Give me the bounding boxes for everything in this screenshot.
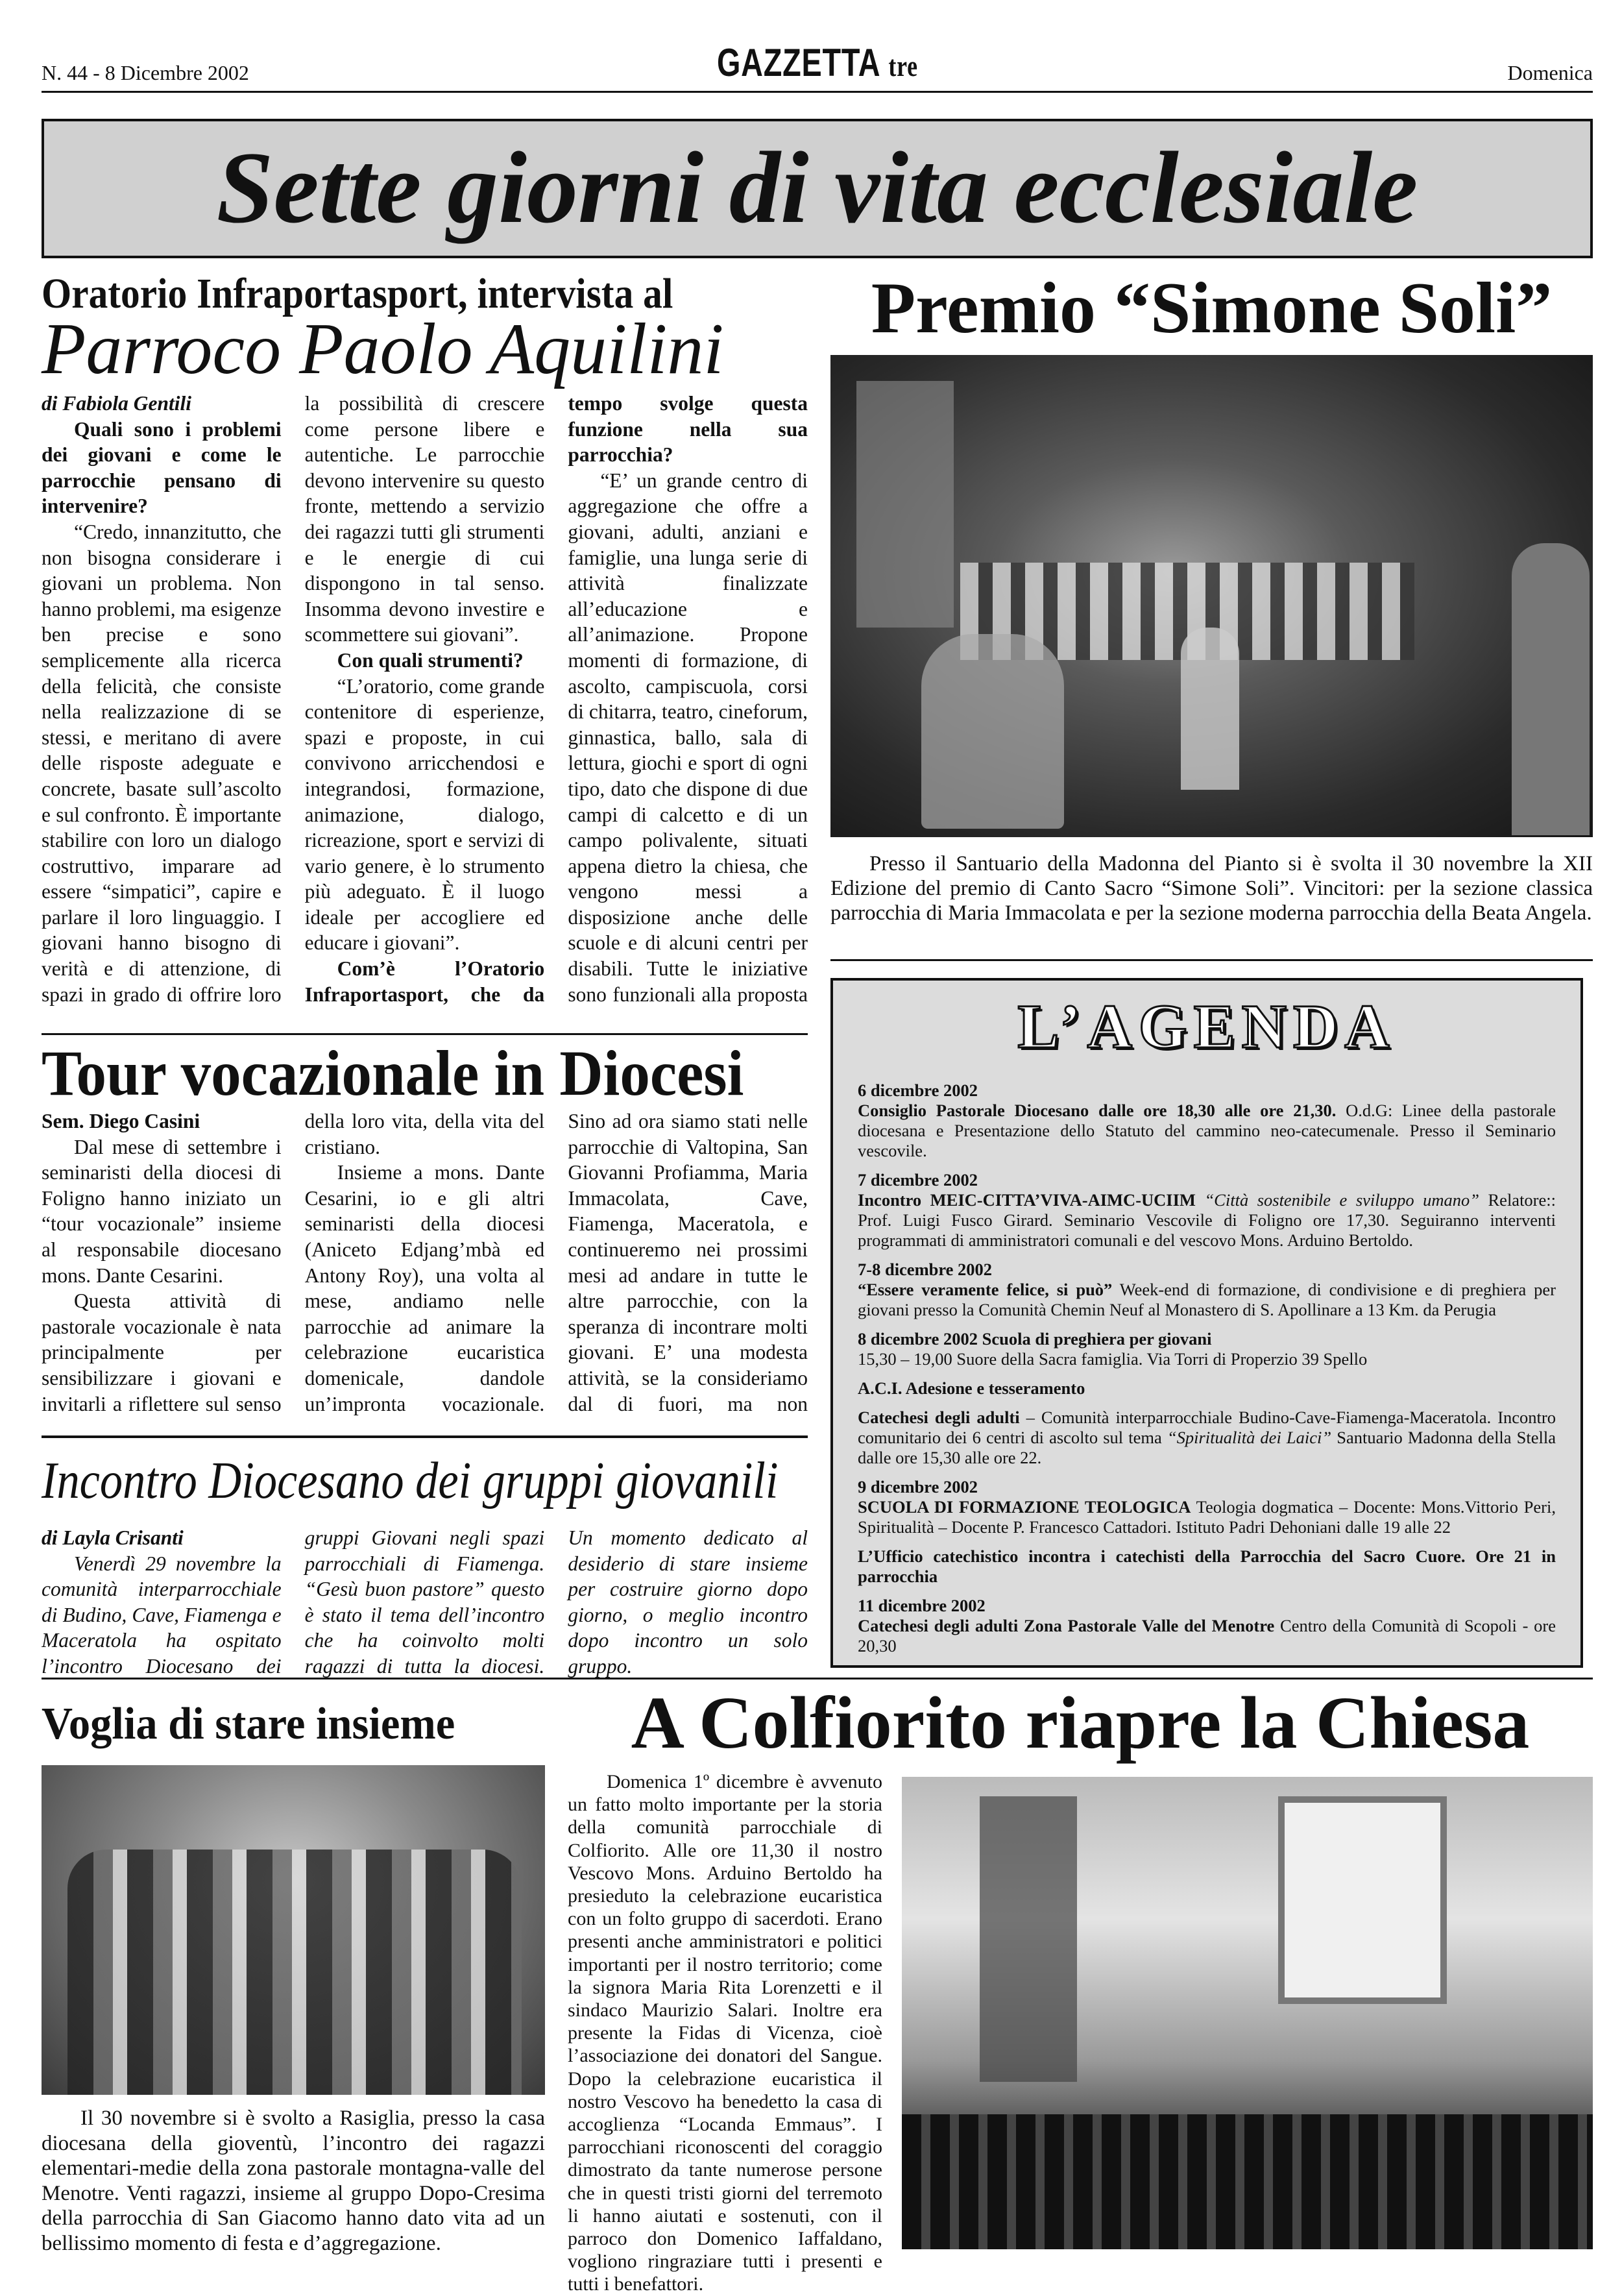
chair-silhouette bbox=[921, 634, 1064, 829]
weekday: Domenica bbox=[1507, 61, 1593, 84]
paragraph: “Credo, innanzitutto, che non bisogna considerare i giovani un problema. Non hanno problemi, ma esigenze ben precise e sono semplicemente alla ricerca della felicità, che consiste nella realizzazione di se stessi, e meritano di avere delle risposte adeguate e concrete, basate sull’ascolto e sul confronto. È importante stabilire con loro un dialogo costruttivo, imparare ad essere “simpatici”, capire e parlare il loro linguaggio. I giovani hanno bisogno di verità e di attenzione, di spazi in grado di offrire loro la possibilità di crescere come persone libere e autentiche. Le parrocchie devono intervenire su questo fronte, mettendo a servizio dei ragazzi tutti gli strumenti e le energie di cui dispongono in tal senso. Insomma devono investire e scommettere sui giovani”. bbox=[42, 392, 545, 1006]
agenda-date: 9 dicembre 2002 bbox=[858, 1477, 978, 1496]
logo-main: GAZZETTA bbox=[717, 41, 880, 84]
byline: Sem. Diego Casini bbox=[42, 1110, 200, 1132]
paragraph: “L’oratorio, come grande contenitore di esperienze, spazi e proposte, in cui convivono arricchendosi e integrandosi, formazione, animazione, dialogo, ricreazione, sport e servizi di vario genere, è lo strumento più adeguato. È il luogo ideale per accogliere ed educare i giovani”. bbox=[304, 674, 545, 955]
paragraph: Dal mese di settembre i seminaristi della diocesi di Foligno hanno iniziato un “tour vocazionale” insieme al responsabile diocesano mons. Dante Cesarini. bbox=[42, 1135, 282, 1287]
agenda-date: 8 dicembre 2002 Scuola di preghiera per giovani bbox=[858, 1329, 1212, 1349]
agenda-date: 7-8 dicembre 2002 bbox=[858, 1260, 993, 1279]
rule bbox=[42, 1435, 808, 1438]
agenda-quote: “Spiritualità dei Laici” bbox=[1167, 1428, 1332, 1447]
agenda-entry bbox=[858, 1170, 1556, 1251]
agenda-text: Centro della Comunità di Scopoli - ore 20,30 bbox=[858, 1616, 1556, 1655]
logo-sub: tre bbox=[888, 49, 918, 82]
agenda-entry bbox=[858, 1596, 1556, 1656]
rule bbox=[830, 959, 1593, 961]
premio-headline: Premio “Simone Soli” bbox=[871, 268, 1553, 348]
interview-question: Quali sono i problemi dei giovani e come le parrocchie pensano di intervenire? bbox=[42, 417, 282, 518]
agenda-title: L’AGENDA bbox=[1017, 992, 1396, 1061]
agenda-entry bbox=[858, 1477, 1556, 1537]
incontro-article-body bbox=[42, 1525, 808, 1681]
header-rule bbox=[42, 91, 1593, 93]
choir-photo bbox=[830, 355, 1593, 837]
agenda-list bbox=[858, 1081, 1556, 1656]
interview-question: Com’è l’Oratorio Infraportasport, che da tempo svolge questa funzione nella sua parrocchia? bbox=[304, 392, 808, 1006]
paragraph: “E’ un grande centro di aggregazione che offre a giovani, adulti, anziani e famiglie, una lunga serie di attività finalizzate all’educazione e all’animazione. Propone momenti di formazione, di ascolto, campiscuola, corsi di chitarra, teatro, cineforum, ginnastica, ballo, sala di lettura, giochi e sport di ogni tipo, dato che dispone di due campi di calcetto e di un campo polivalente, situati appena dietro la chiesa, che vengono messi a disposizione anche delle scuole e di alcuni centri per disabili. Tutte le iniziative sono funzionali alla proposta bbox=[568, 469, 808, 1006]
agenda-text: Week-end di formazione, di condivisione e di preghiera per giovani presso la Comunità Chemin Neuf al Monastero di S. Apollinare a 13 Km. da Perugia bbox=[858, 1280, 1556, 1319]
youth-group-photo bbox=[42, 1765, 545, 2095]
altar-decoration bbox=[980, 1796, 1077, 2082]
masthead-logo bbox=[717, 40, 918, 85]
church-column bbox=[856, 381, 954, 628]
agenda-entry bbox=[858, 1408, 1556, 1468]
voglia-caption: Il 30 novembre si è svolto a Rasiglia, presso la casa diocesana della gioventù, l’incontro dei ragazzi elementari-medie della zona pastorale montagna-valle del Menotre. Venti ragazzi, insieme al gruppo Dopo-Cresima della parrocchia di San Giacomo hanno dato vita ad un bellissimo momento di festa e d’aggregazione. bbox=[42, 2107, 545, 2255]
agenda-lead: A.C.I. Adesione e tesseramento bbox=[858, 1378, 1085, 1398]
agenda-lead: SCUOLA DI FORMAZIONE TEOLOGICA bbox=[858, 1497, 1191, 1517]
agenda-lead: Incontro MEIC-CITTA’VIVA-AIMC-UCIIM bbox=[858, 1190, 1205, 1210]
agenda-entry bbox=[858, 1081, 1556, 1161]
group-of-people bbox=[67, 1850, 522, 2095]
tour-headline: Tour vocazionale in Diocesi bbox=[42, 1037, 744, 1109]
agenda-text: O.d.G: Linee della pastorale diocesana e Presentazione dello Statuto del cammino neo-catecumenale. Presso il Seminario vescovile. bbox=[858, 1101, 1556, 1160]
audience-silhouette bbox=[1512, 543, 1590, 835]
oratorio-article-body bbox=[42, 391, 808, 1030]
conductor-silhouette bbox=[1181, 628, 1239, 790]
agenda-lead: Catechesi degli adulti Zona Pastorale Valle del Menotre bbox=[858, 1616, 1275, 1635]
congregation bbox=[902, 2114, 1593, 2249]
colfiorito-headline: A Colfiorito riapre la Chiesa bbox=[631, 1681, 1530, 1764]
paragraph: Questa attività di pastorale vocazionale è nata principalmente per sensibilizzare i giovani e invitarli a riflettere sul senso della loro vita, della vita del cristiano. bbox=[42, 1110, 545, 1415]
premio-caption: Presso il Santuario della Madonna del Pianto si è svolta il 30 novembre la XII Edizione del premio di Canto Sacro “Simone Soli”. Vincitori: per la sezione classica parrocchia di Maria Immacolata e per la sezione moderna parrocchia della Beata Angela. bbox=[830, 852, 1593, 925]
agenda-text: Relatore:: Prof. Luigi Fusco Girard. Seminario Vescovile di Foligno ore 17,30. Seguiranno interventi programmati di amministratori comunali e del vescovo Mons. Arduino Bertoldo. bbox=[858, 1190, 1556, 1250]
rule bbox=[42, 1033, 808, 1035]
agenda-box bbox=[830, 978, 1583, 1668]
agenda-text: 15,30 – 19,00 Suore della Sacra famiglia. Via Torri di Properzio 39 Spello bbox=[858, 1349, 1368, 1369]
agenda-quote: “Città sostenibile e sviluppo umano” bbox=[1204, 1190, 1479, 1210]
issue-number: N. 44 - 8 Dicembre 2002 bbox=[42, 61, 249, 84]
oratorio-headline: Parroco Paolo Aquilini bbox=[42, 309, 724, 389]
section-banner: Sette giorni di vita ecclesiale bbox=[42, 119, 1593, 258]
tour-article-body bbox=[42, 1108, 808, 1426]
agenda-entry bbox=[858, 1378, 1556, 1398]
agenda-date: 7 dicembre 2002 bbox=[858, 1170, 978, 1190]
church-interior-photo bbox=[902, 1777, 1593, 2249]
agenda-text: Teologia dogmatica – Docente: Mons.Vittorio Peri, Spiritualità – Docente P. Francesco Cattadori. Istituto Padri Dehoniani dalle 19 alle 22 bbox=[858, 1497, 1556, 1537]
voglia-headline: Voglia di stare insieme bbox=[42, 1699, 455, 1749]
byline: di Layla Crisanti bbox=[42, 1526, 184, 1549]
agenda-lead: L’Ufficio catechistico incontra i catechisti della Parrocchia del Sacro Cuore. Ore 21 in parrocchia bbox=[858, 1546, 1556, 1586]
agenda-text: Santuario Madonna della Stella dalle ore 15,30 alle ore 22. bbox=[858, 1428, 1556, 1467]
incontro-headline: Incontro Diocesano dei gruppi giovanili bbox=[42, 1452, 779, 1509]
agenda-entry bbox=[858, 1329, 1556, 1369]
agenda-entry bbox=[858, 1260, 1556, 1320]
agenda-text: – Comunità interparrocchiale Budino-Cave-Fiamenga-Maceratola. Incontro comunitario dei 6 centri di ascolto sul tema bbox=[858, 1408, 1556, 1447]
agenda-lead: “Essere veramente felice, si può” bbox=[858, 1280, 1113, 1299]
interview-question: Con quali strumenti? bbox=[337, 648, 524, 672]
paragraph: Venerdì 29 novembre la comunità interparrocchiale di Budino, Cave, Fiamenga e Maceratola ha ospitato l’incontro Diocesano dei gruppi Giovani negli spazi parrocchiali di Fiamenga. “Gesù buon pastore” questo è stato il tema dell’incontro che ha coinvolto molti ragazzi di tutta la diocesi. Un momento dedicato al desiderio di stare insieme per costruire giorno dopo giorno, o meglio incontro dopo incontro un solo gruppo. bbox=[42, 1526, 808, 1678]
paragraph: Insieme a mons. Dante Cesarini, io e gli altri seminaristi della diocesi (Aniceto Edjang’mbà ed Antony Roy), una volta al mese, andiamo nelle parrocchie ad animare la celebrazione eucaristica domenicale, dandole un’impronta vocazionale. Sino ad ora siamo stati nelle parrocchie di Valtopina, San Giovanni Profiamma, Maria Immacolata, Cave, Fiamenga, Maceratola, e continueremo nei prossimi mesi ad andare in tutte le altre parrocchie, con la speranza di incontrare molti giovani. E’ una modesta attività, se la consideriamo dal di fuori, ma non bbox=[304, 1110, 808, 1415]
agenda-date: 6 dicembre 2002 bbox=[858, 1081, 978, 1100]
agenda-date: 11 dicembre 2002 bbox=[858, 1596, 986, 1615]
byline: di Fabiola Gentili bbox=[42, 392, 192, 415]
oratorio-kicker: Oratorio Infraportasport, intervista al bbox=[42, 270, 673, 317]
agenda-lead: Consiglio Pastorale Diocesano dalle ore 18,30 alle ore 21,30. bbox=[858, 1101, 1337, 1120]
agenda-entry bbox=[858, 1546, 1556, 1587]
altar-niche bbox=[1278, 1796, 1447, 2004]
agenda-lead: Catechesi degli adulti bbox=[858, 1408, 1020, 1427]
colfiorito-article-body: Domenica 1º dicembre è avvenuto un fatto molto importante per la storia della comunità parrocchiale di Colfiorito. Alle ore 11,30 il nostro Vescovo Mons. Arduino Bertoldo ha presieduto la celebrazione eucaristica con un folto gruppo di sacerdoti. Erano presenti anche amministratori e politici importanti per il nostro territorio; come la signora Maria Rita Lorenzetti e il sindaco Maurizio Salari. Inoltre era presente la Fidas di Vicenza, cioè l’associazione dei donatori del Sangue. Dopo la celebrazione eucaristica il nostro Vescovo ha benedetto la casa di accoglienza “Locanda Emmaus”. I parrocchiani riconoscenti del coraggio dimostrato da tante numerose persone che in questi tristi giorni del terremoto li hanno aiutati e sostenuti, con il parroco don Domenico Iaffaldano, vogliono ringraziare tutti i presenti e tutti i benefattori. bbox=[568, 1771, 882, 2295]
